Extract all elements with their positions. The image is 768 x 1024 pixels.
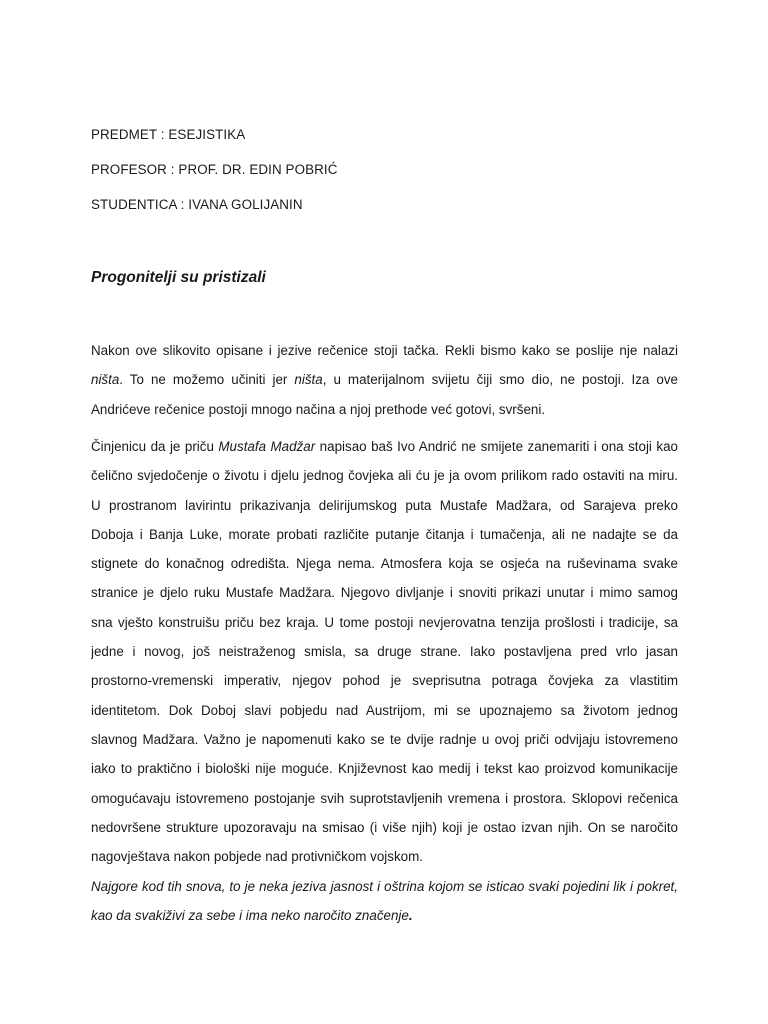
paragraph-line: omogućavaju istovremeno postojanje svih suprotstavljenih vremena i prostora. Sklopovi rečenica: [91, 790, 678, 806]
emphasis-text: ništa: [91, 372, 120, 388]
emphasis-text: ništa: [294, 372, 323, 388]
text-run: Činjenicu da je priču: [91, 439, 219, 454]
paragraph-1: [91, 336, 678, 424]
subject-line: PREDMET : ESEJISTIKA: [91, 127, 246, 142]
story-title-text: Mustafa Madžar: [218, 439, 316, 454]
text-run: .: [408, 908, 413, 924]
paragraph-3-quote: [91, 872, 678, 931]
paragraph-line: nedovršene strukture upozoravaju na smisao (i više njih) koji je ostao izvan njih. On se naročito: [91, 819, 678, 835]
text-run: napisao baš Ivo Andrić ne smijete zanemariti i ona stoji kao: [315, 439, 678, 454]
text-run: kao da svakiživi za sebe i ima neko naročito značenje: [91, 908, 409, 924]
paragraph-line: stranice je djelo ruku Mustafe Madžara. Njegovo divljanje i snoviti prikazi unutar i mimo samog: [91, 585, 678, 601]
paragraph-line: U prostranom lavirintu prikazivanja delirijumskog puta Mustafe Madžara, od Sarajeva preko: [91, 497, 678, 513]
paragraph-line: slavnog Madžara. Važno je napomenuti kako se te dvije radnje u ovoj priči odvijaju istovremeno: [91, 731, 678, 747]
paragraph-line: [91, 365, 678, 394]
paragraph-line: [91, 901, 678, 930]
paragraph-line: Nakon ove slikovito opisane i jezive rečenice stoji tačka. Rekli bismo kako se poslije nje nalazi: [91, 343, 678, 358]
text-run: . To ne možemo učiniti jer: [119, 372, 295, 388]
paragraph-line: sna vješto konstruišu priču bez kraja. U tome postoji nevjerovatna tenzija prošlosti i tradicije, sa: [91, 614, 678, 630]
paragraph-line: jedne i novog, još neistraženog smisla, sa druge strane. Iako postavljena pred vrlo jasan: [91, 644, 678, 660]
paragraph-line: iako to praktično i biološki nije moguće. Književnost kao medij i tekst kao proizvod komunikacije: [91, 761, 678, 777]
paragraph-line: Andrićeve rečenice postoji mnogo načina a njoj prethode već gotovi, svršeni.: [91, 401, 546, 417]
text-run: , u materijalnom svijetu čiji smo dio, ne postoji. Iza ove: [322, 372, 678, 388]
paragraph-line: Najgore kod tih snova, to je neka jeziva jasnost i oštrina kojom se isticao svaki pojedini lik i pokret,: [91, 879, 678, 894]
paragraph-line: stignete do konačnog odredišta. Njega nema. Atmosfera koja se osjeća na ruševinama svake: [91, 556, 678, 572]
paragraph-line: Doboja i Banja Luke, morate probati različite putanje čitanja i tumačenja, ali ne nadajte se da: [91, 526, 678, 542]
paragraph-line: čelično svjedočenje o životu i djelu jednog čovjeka ali ću je ja ovom prilikom rado ostaviti na miru.: [91, 468, 678, 484]
professor-line: PROFESOR : PROF. DR. EDIN POBRIĆ: [91, 162, 338, 177]
paragraph-line: [91, 432, 678, 461]
student-line: STUDENTICA : IVANA GOLIJANIN: [91, 197, 303, 212]
essay-title: Progonitelji su pristizali: [91, 269, 266, 286]
paragraph-line: prostorno-vremenski imperativ, njegov pohod je sveprisutna potraga čovjeka za vlastitim: [91, 673, 678, 689]
paragraph-2: [91, 432, 678, 871]
paragraph-line: nagovještava nakon pobjede nad protivničkom vojskom.: [91, 849, 423, 865]
paragraph-line: identitetom. Dok Doboj slavi pobjedu nad Austrijom, mi se upoznajemo sa životom jednog: [91, 702, 678, 718]
